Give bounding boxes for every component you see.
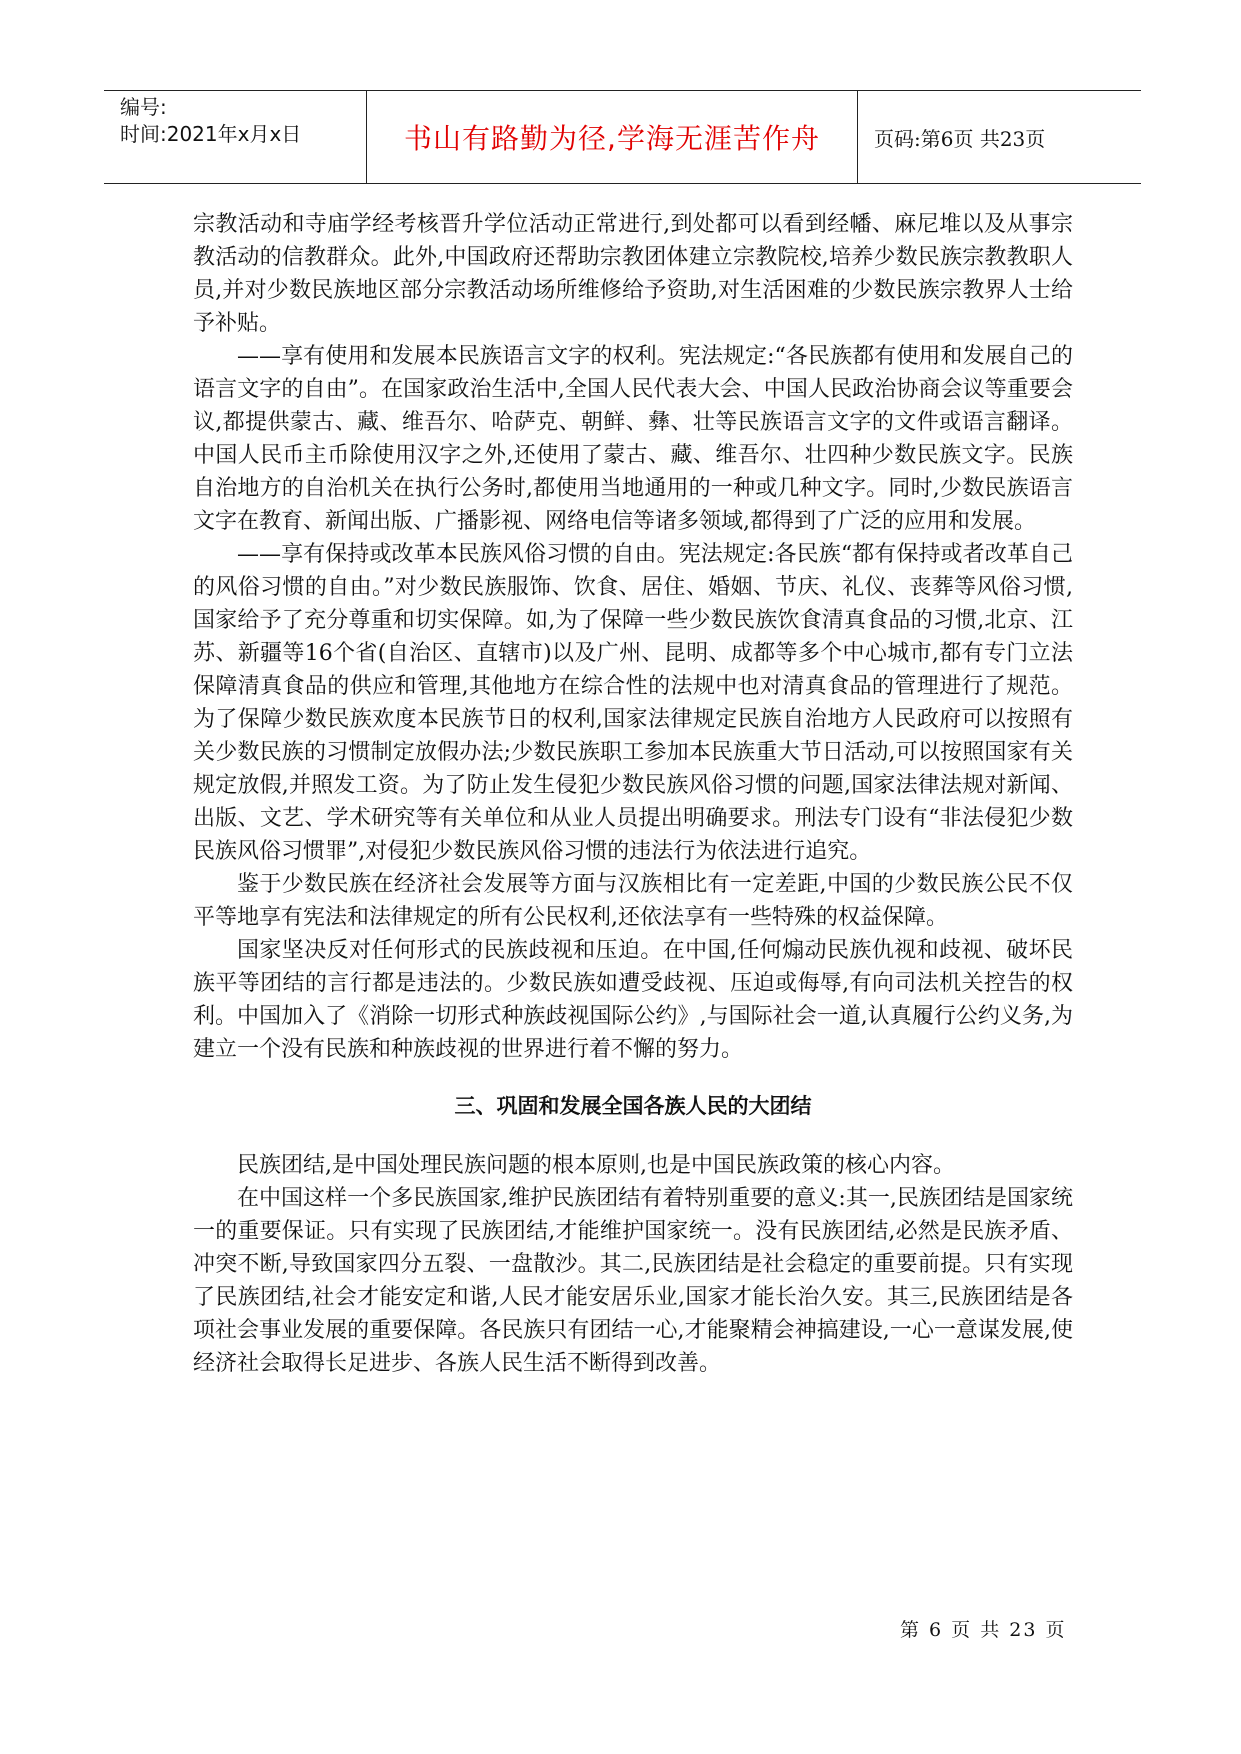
body-paragraph: ——享有保持或改革本民族风俗习惯的自由。宪法规定:各民族“都有保持或者改革自己的风俗习惯的自由。”对少数民族服饰、饮食、居住、婚姻、节庆、礼仪、丧葬等风俗习惯,国家给予了充分尊重和切实保障。如,为了保障一些少数民族饮食清真食品的习惯,北京、江苏、新疆等16个省(自治区、直辖市)以及广州、昆明、成都等多个中心城市,都有专门立法保障清真食品的供应和管理,其他地方在综合性的法规中也对清真食品的管理进行了规范。为了保障少数民族欢度本民族节日的权利,国家法律规定民族自治地方人民政府可以按照有关少数民族的习惯制定放假办法;少数民族职工参加本民族重大节日活动,可以按照国家有关规定放假,并照发工资。为了防止发生侵犯少数民族风俗习惯的问题,国家法律法规对新闻、出版、文艺、学术研究等有关单位和从业人员提出明确要求。刑法专门设有“非法侵犯少数民族风俗习惯罪”,对侵犯少数民族风俗习惯的违法行为依法进行追究。 [193,542,1073,864]
body-paragraph: 鉴于少数民族在经济社会发展等方面与汉族相比有一定差距,中国的少数民族公民不仅平等地享有宪法和法律规定的所有公民权利,还依法享有一些特殊的权益保障。 [193,872,1073,930]
body-paragraph: ——享有使用和发展本民族语言文字的权利。宪法规定:“各民族都有使用和发展自己的语言文字的自由”。在国家政治生活中,全国人民代表大会、中国人民政治协商会议等重要会议,都提供蒙古、藏、维吾尔、哈萨克、朝鲜、彝、壮等民族语言文字的文件或语言翻译。中国人民币主币除使用汉字之外,还使用了蒙古、藏、维吾尔、壮四种少数民族文字。民族自治地方的自治机关在执行公务时,都使用当地通用的一种或几种文字。同时,少数民族语言文字在教育、新闻出版、广播影视、网络电信等诸多领域,都得到了广泛的应用和发展。 [193,344,1073,534]
header-page-cell [858,91,1141,183]
body-paragraph: 国家坚决反对任何形式的民族歧视和压迫。在中国,任何煽动民族仇视和歧视、破坏民族平等团结的言行都是违法的。少数民族如遭受歧视、压迫或侮辱,有向司法机关控告的权利。中国加入了《消除一切形式种族歧视国际公约》,与国际社会一道,认真履行公约义务,为建立一个没有民族和种族歧视的世界进行着不懈的努力。 [193,938,1073,1062]
motto-text: 书山有路勤为径,学海无涯苦作舟 [404,122,820,155]
page-footer: 第 6 页 共 23 页 [900,1619,1067,1641]
section-heading: 三、巩固和发展全国各族人民的大团结 [454,1094,812,1118]
document-body [193,208,1073,1380]
body-paragraph: 在中国这样一个多民族国家,维护民族团结有着特别重要的意义:其一,民族团结是国家统一的重要保证。只有实现了民族团结,才能维护国家统一。没有民族团结,必然是民族矛盾、冲突不断,导致国家四分五裂、一盘散沙。其二,民族团结是社会稳定的重要前提。只有实现了民族团结,社会才能安定和谐,人民才能安居乐业,国家才能长治久安。其三,民族团结是各项社会事业发展的重要保障。各民族只有团结一心,才能聚精会神搞建设,一心一意谋发展,使经济社会取得长足进步、各族人民生活不断得到改善。 [193,1186,1073,1376]
header-motto-cell [367,91,858,183]
page-header [104,90,1141,184]
page-code: 页码:第6页 共23页 [874,126,1046,151]
time-label: 时间:2021年x月x日 [120,122,302,146]
body-paragraph: 民族团结,是中国处理民族问题的根本原则,也是中国民族政策的核心内容。 [237,1153,955,1178]
header-meta-cell [104,91,367,183]
serial-label: 编号: [120,95,167,119]
body-paragraph: 宗教活动和寺庙学经考核晋升学位活动正常进行,到处都可以看到经幡、麻尼堆以及从事宗教活动的信教群众。此外,中国政府还帮助宗教团体建立宗教院校,培养少数民族宗教教职人员,并对少数民族地区部分宗教活动场所维修给予资助,对生活困难的少数民族宗教界人士给予补贴。 [193,212,1073,336]
